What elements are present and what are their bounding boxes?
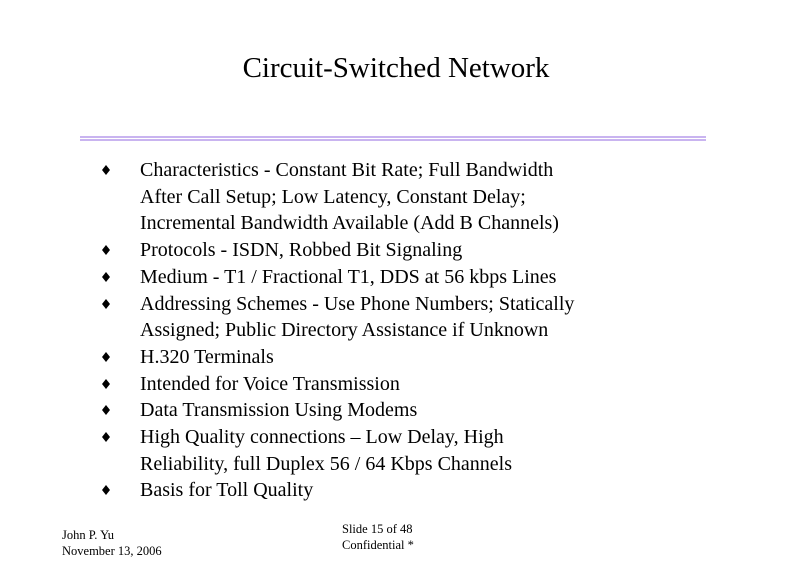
bullet-text-line: High Quality connections – Low Delay, High — [140, 426, 504, 449]
diamond-bullet-icon — [102, 245, 110, 255]
bullet-text-line: Assigned; Public Directory Assistance if Unknown — [140, 319, 549, 342]
bullet-item — [100, 477, 740, 504]
bullet-item — [100, 237, 740, 264]
footer-author: John P. Yu — [62, 528, 114, 542]
footer-date: November 13, 2006 — [62, 544, 162, 558]
slide-title: Circuit-Switched Network — [242, 52, 550, 84]
bullet-text-line: H.320 Terminals — [140, 345, 274, 368]
diamond-bullet-icon — [102, 379, 110, 389]
diamond-bullet-icon — [102, 272, 110, 282]
bullet-item — [100, 397, 740, 424]
bullet-item — [100, 424, 740, 477]
bullet-list — [100, 157, 740, 504]
bullet-item — [100, 264, 740, 291]
slide-number: Slide 15 of 48 — [342, 522, 413, 536]
bullet-text-line: Data Transmission Using Modems — [140, 399, 418, 422]
bullet-text-line: Reliability, full Duplex 56 / 64 Kbps Channels — [140, 452, 513, 475]
title-divider — [80, 136, 706, 141]
confidential-label: Confidential * — [342, 538, 414, 552]
diamond-bullet-icon — [102, 405, 110, 415]
footer-slide-info — [342, 521, 414, 553]
bullet-text-line: Intended for Voice Transmission — [140, 372, 400, 395]
bullet-text-line: Basis for Toll Quality — [140, 479, 314, 502]
bullet-text-line: Incremental Bandwidth Available (Add B Channels) — [140, 212, 559, 235]
bullet-text-line: Characteristics - Constant Bit Rate; Full Bandwidth — [140, 159, 554, 181]
bullet-text-line: Addressing Schemes - Use Phone Numbers; Statically — [140, 292, 575, 315]
footer-author-block — [62, 527, 162, 559]
diamond-bullet-icon — [102, 352, 110, 362]
bullet-text-line: Medium - T1 / Fractional T1, DDS at 56 kbps Lines — [140, 265, 557, 288]
bullet-item — [100, 291, 740, 344]
diamond-bullet-icon — [102, 432, 110, 442]
diamond-bullet-icon — [102, 165, 110, 175]
bullet-item — [100, 371, 740, 398]
diamond-bullet-icon — [102, 485, 110, 495]
diamond-bullet-icon — [102, 299, 110, 309]
bullet-text-line: Protocols - ISDN, Robbed Bit Signaling — [140, 239, 463, 262]
bullet-item — [100, 157, 740, 237]
bullet-text-line: After Call Setup; Low Latency, Constant Delay; — [140, 185, 526, 208]
bullet-item — [100, 344, 740, 371]
